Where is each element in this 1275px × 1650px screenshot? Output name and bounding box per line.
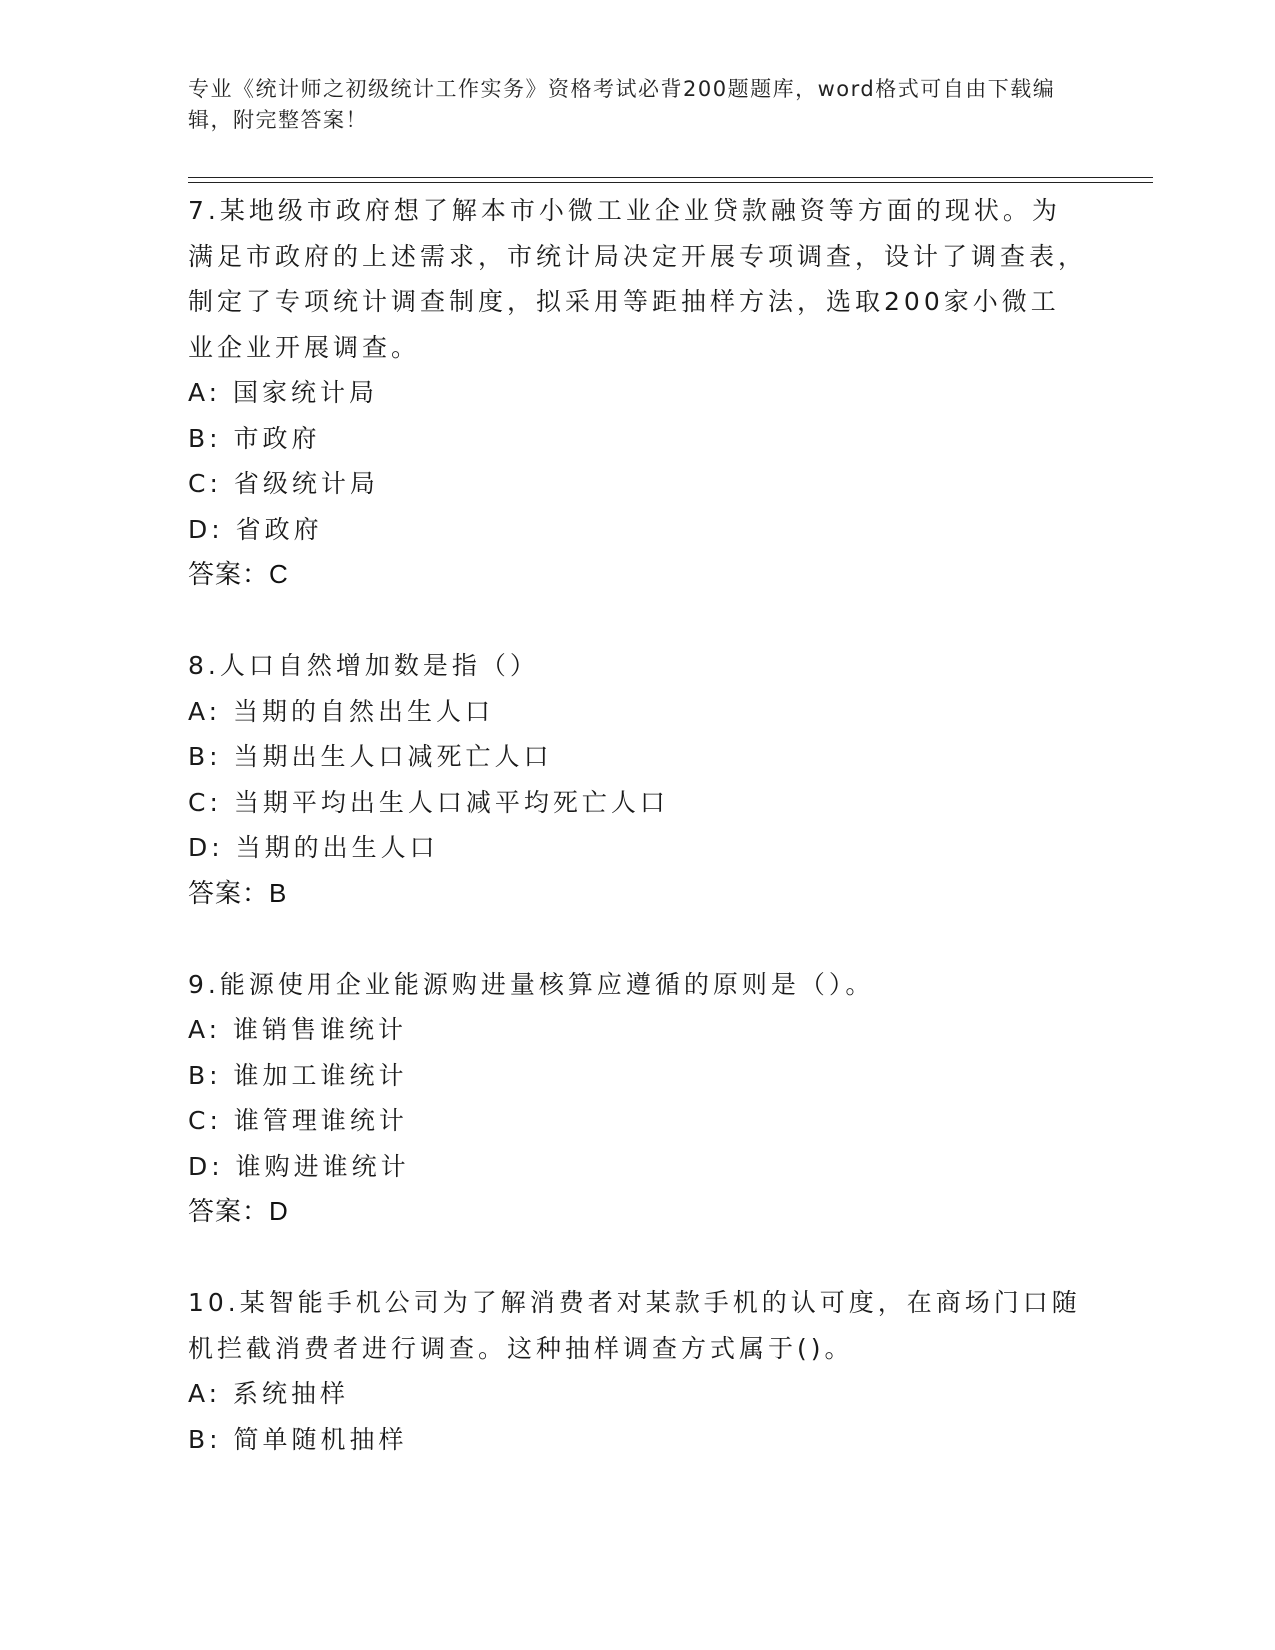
question-list	[188, 188, 1088, 1462]
option-d: D: 当期的出生人口	[188, 833, 439, 862]
option-d: D: 省政府	[188, 514, 323, 544]
option-a: A: 谁销售谁统计	[188, 1015, 408, 1044]
question-item	[188, 962, 1088, 1281]
option-b: B: 市政府	[188, 423, 321, 453]
question-stem: 9.能源使用企业能源购进量核算应遵循的原则是（）。	[188, 969, 875, 999]
document-header: 专业《统计师之初级统计工作实务》资格考试必背200题题库，word格式可自由下载编辑，附完整答案！	[188, 77, 1056, 132]
option-c: C: 当期平均出生人口减平均死亡人口	[188, 787, 669, 817]
option-d: D: 谁购进谁统计	[188, 1151, 410, 1181]
option-c: C: 省级统计局	[188, 469, 379, 498]
header-divider-bottom	[188, 182, 1153, 183]
answer: 答案：C	[188, 559, 289, 589]
question-item	[188, 643, 1088, 962]
answer: 答案：B	[188, 877, 288, 908]
question-stem: 10.某智能手机公司为了解消费者对某款手机的认可度，在商场门口随机拦截消费者进行调查。这种抽样调查方式属于()。	[188, 1288, 1081, 1363]
option-b: B: 谁加工谁统计	[188, 1060, 408, 1090]
option-a: A: 系统抽样	[188, 1379, 350, 1408]
option-c: C: 谁管理谁统计	[188, 1106, 408, 1135]
option-b: B: 当期出生人口减死亡人口	[188, 742, 553, 771]
question-spacer	[188, 598, 1088, 644]
question-item	[188, 1280, 1088, 1462]
option-a: A: 当期的自然出生人口	[188, 696, 495, 726]
question-stem: 7.某地级市政府想了解本市小微工业企业贷款融资等方面的现状。为满足市政府的上述需求，市统计局决定开展专项调查，设计了调查表，制定了专项统计调查制度，拟采用等距抽样方法，选取200家小微工业企业开展调查。	[188, 196, 1088, 362]
answer: 答案：D	[188, 1196, 289, 1226]
question-item	[188, 188, 1088, 643]
option-b: B: 简单随机抽样	[188, 1424, 408, 1454]
question-spacer	[188, 1235, 1088, 1281]
header-divider-top	[188, 177, 1153, 178]
option-a: A: 国家统计局	[188, 378, 379, 407]
question-stem: 8.人口自然增加数是指（）	[188, 651, 539, 680]
question-spacer	[188, 916, 1088, 962]
